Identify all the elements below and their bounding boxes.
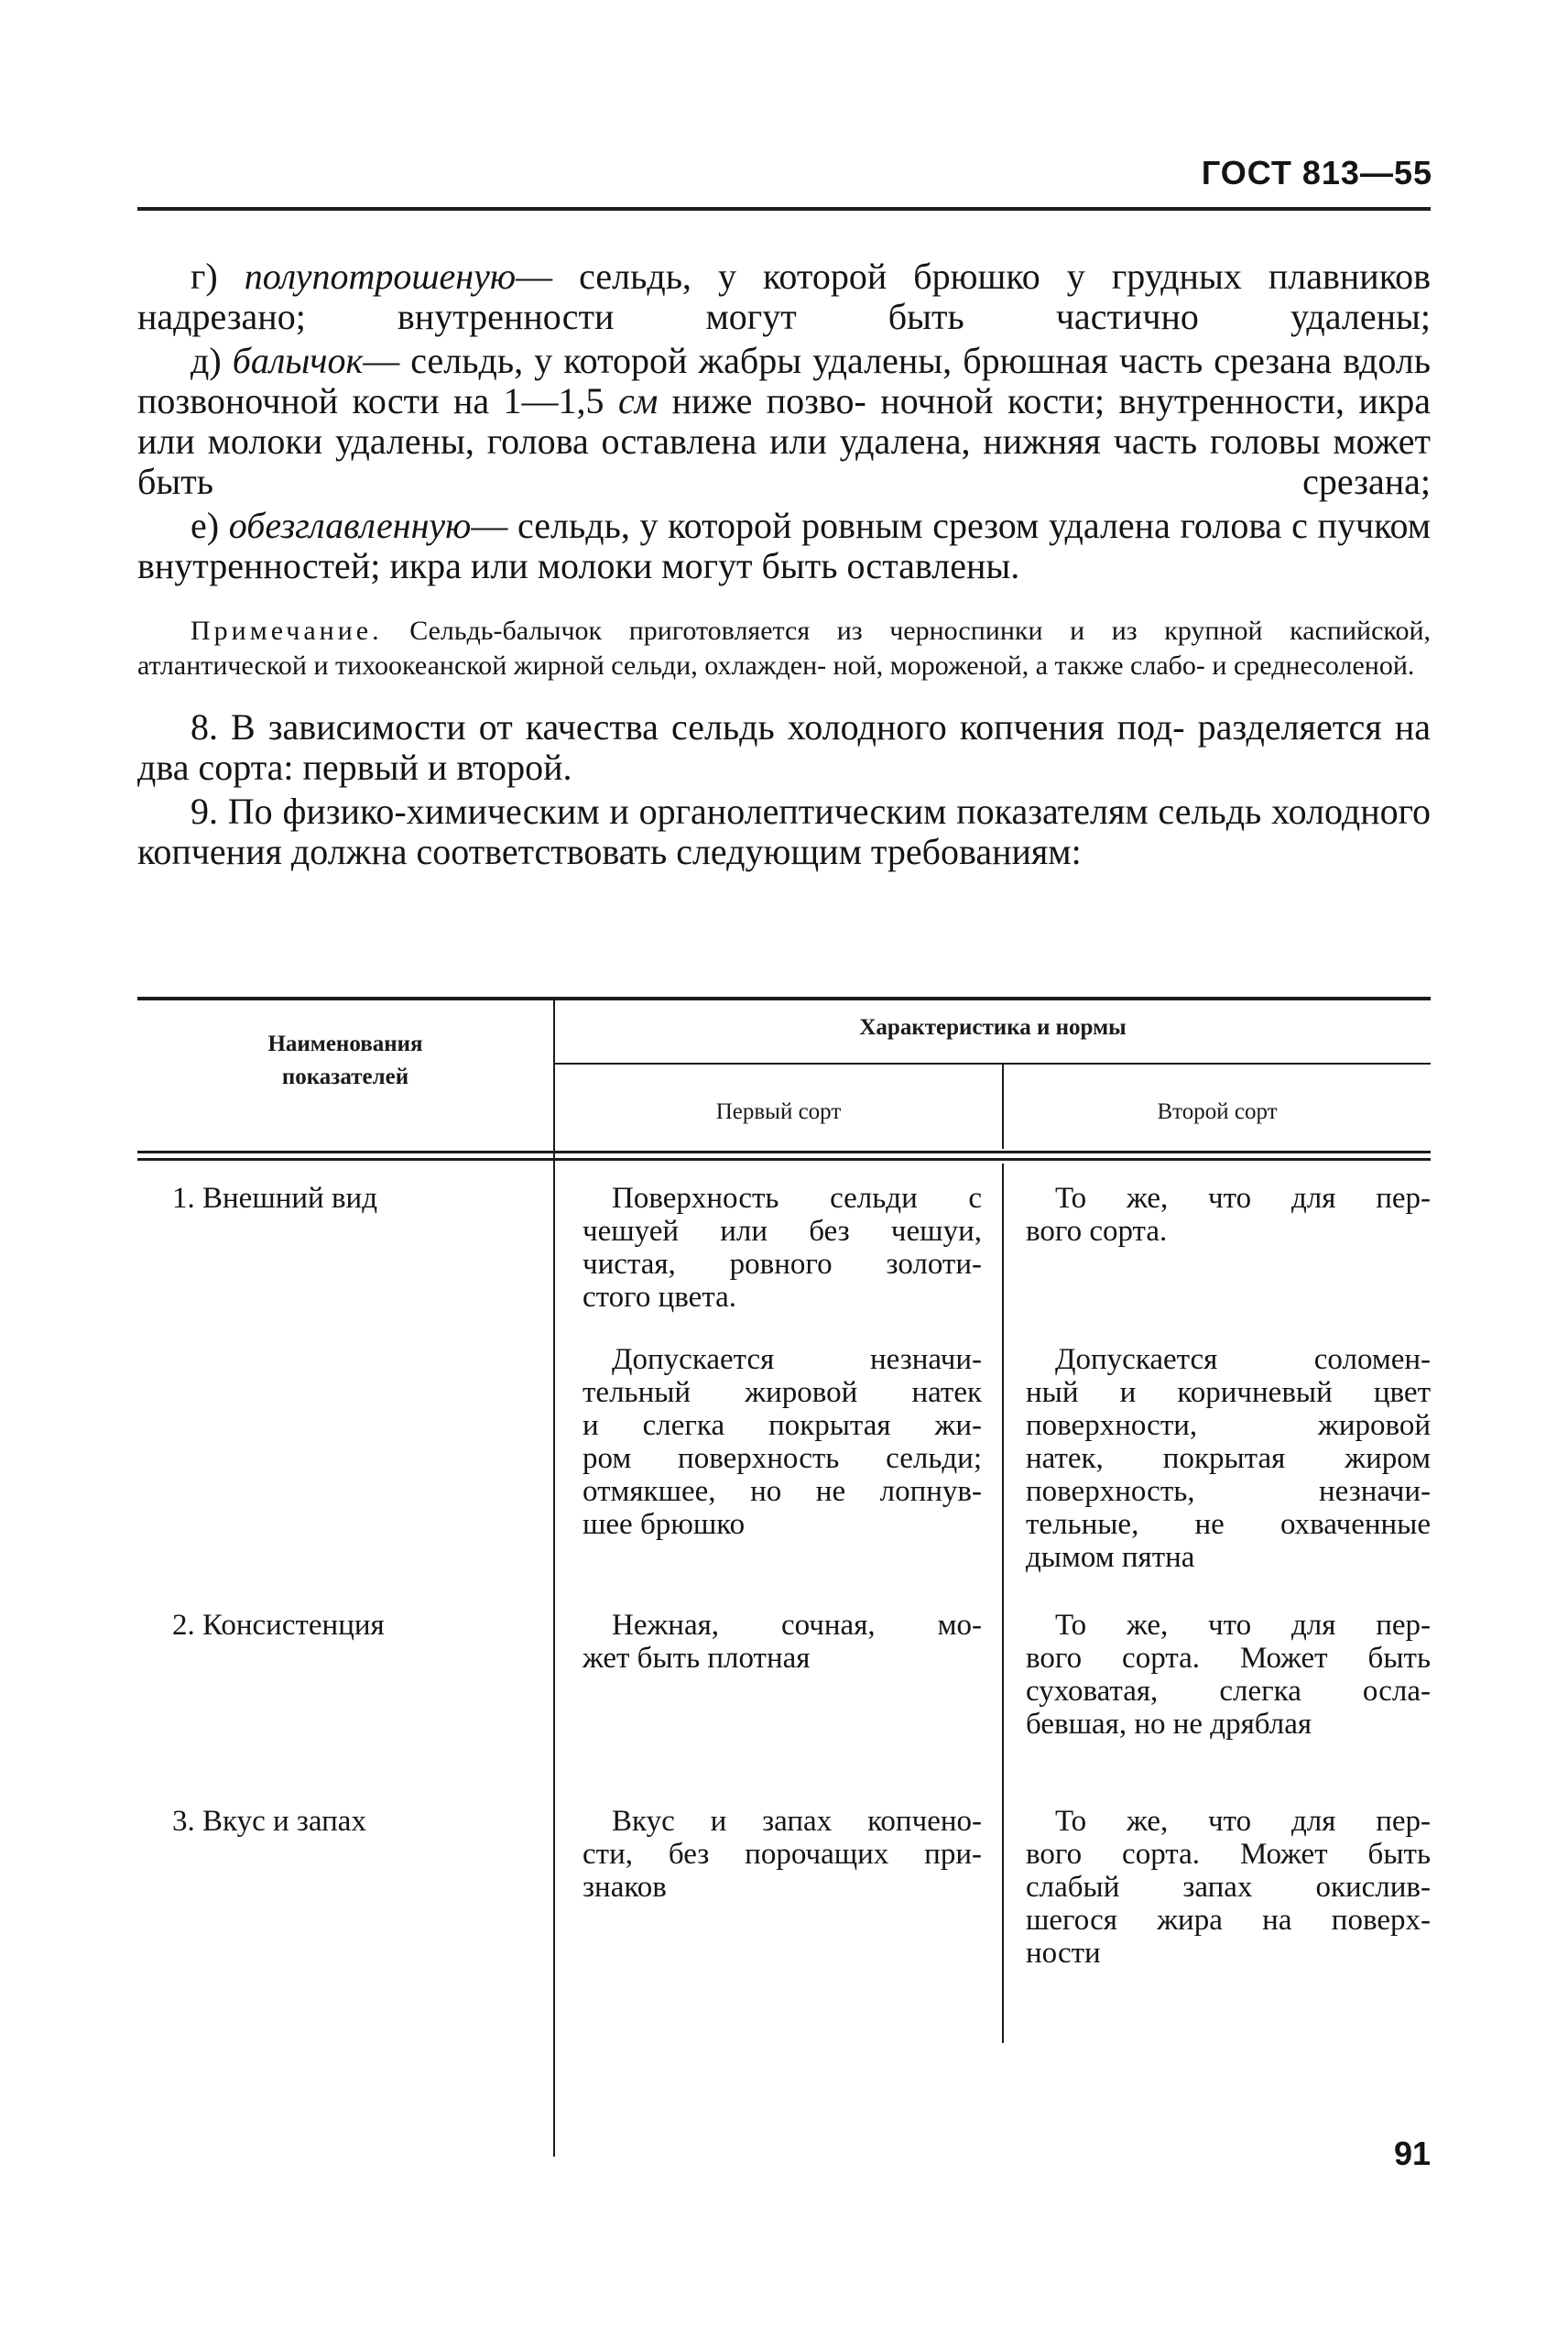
- note-label: Примечание.: [191, 616, 383, 646]
- clause-9: [137, 792, 1431, 872]
- cell-line: стого цвета.: [583, 1281, 737, 1314]
- cell-line: слабый запах окислив-: [1026, 1871, 1431, 1904]
- term: обезглавленную: [228, 505, 472, 546]
- cell-line: шее брюшко: [583, 1508, 746, 1541]
- text-line: — сельдь, у которой брюшко у грудных: [516, 256, 1242, 297]
- item-letter: г): [191, 256, 218, 297]
- note: [137, 614, 1431, 683]
- paragraph-d: [137, 341, 1431, 502]
- cell-line: сти, без порочащих при-: [583, 1838, 982, 1871]
- clause-8: [137, 707, 1431, 788]
- page-number: 91: [1393, 2135, 1431, 2172]
- text-line: оставлены.: [846, 545, 1020, 586]
- note-text: крупной каспийской, атлантической и тихоокеанской жирной сельди, охлажден-: [137, 616, 1432, 681]
- text-line: ночной кости; внутренности, икра или молоки удалены, голова: [137, 380, 1432, 462]
- cell-line: То же, что для пер-: [1055, 1609, 1431, 1642]
- term: полупотрошеную: [244, 256, 517, 297]
- cell-line: вого сорта. Может быть: [1026, 1642, 1431, 1675]
- text-line: сельдь холодного копчения должна соответствовать следующим: [137, 791, 1432, 872]
- col-header-group: Характеристика и нормы: [859, 1015, 1127, 1040]
- cell-line: бевшая, но не дряблая: [1026, 1708, 1312, 1741]
- cell-line: Поверхность сельди с: [612, 1182, 982, 1215]
- text-line: разделяется на два сорта: первый и второй.: [137, 706, 1432, 788]
- text-line: требованиям:: [870, 831, 1082, 872]
- text-line: часть срезана вдоль позвоночной кости на 1—1,5: [137, 340, 1432, 421]
- table-cell: [1026, 1609, 1431, 1741]
- cell-line: То же, что для пер-: [1055, 1805, 1431, 1838]
- row-label: 2. Консистенция: [172, 1609, 385, 1642]
- col-header-indicators: [137, 1028, 553, 1094]
- text-line: — сельдь, у которой ровным срезом удалена: [471, 505, 1171, 546]
- note-text: ной, мороженой, а также слабо- и среднесоленой.: [833, 650, 1415, 681]
- cell-line: тельный жировой натек: [583, 1376, 982, 1409]
- cell-line: ный и коричневый цвет: [1026, 1376, 1431, 1409]
- body-text: [137, 257, 1431, 876]
- document-code: ГОСТ 813—55: [1201, 154, 1432, 191]
- row-label: 3. Вкус и запах: [172, 1805, 366, 1838]
- cell-line: натек, покрытая жиром: [1026, 1442, 1431, 1475]
- cell-line: дымом пятна: [1026, 1541, 1195, 1574]
- header-line: показателей: [281, 1065, 409, 1089]
- text-line: оставлена или удалена, нижняя часть головы может быть срезана;: [137, 421, 1432, 502]
- cell-line: жет быть плотная: [583, 1642, 811, 1675]
- text-line: ниже позво-: [671, 380, 866, 421]
- cell-line: Нежная, сочная, мо-: [612, 1609, 982, 1642]
- cell-line: Допускается соломен-: [1055, 1343, 1431, 1376]
- cell-line: поверхности, жировой: [1026, 1409, 1431, 1442]
- cell-line: чистая, ровного золоти-: [583, 1248, 982, 1281]
- text-line: — сельдь, у которой жабры удалены, брюшная: [363, 340, 1108, 381]
- cell-line: тельные, не охваченные: [1026, 1508, 1431, 1541]
- col-header-second-grade: Второй сорт: [1157, 1099, 1278, 1124]
- text-line: 9. По физико-химическим и органолептическим показателям: [191, 791, 1149, 832]
- table-cell: [583, 1182, 982, 1314]
- header-rule: [137, 207, 1431, 211]
- cell-line: ности: [1026, 1937, 1101, 1970]
- row-label: 1. Внешний вид: [172, 1182, 377, 1215]
- cell-line: чешуей или без чешуи,: [583, 1215, 982, 1248]
- table-cell: [583, 1343, 982, 1541]
- cell-line: суховатая, слегка осла-: [1026, 1675, 1431, 1708]
- cell-line: Допускается незначи-: [612, 1343, 982, 1376]
- cell-line: То же, что для пер-: [1055, 1182, 1431, 1215]
- cell-line: шегося жира на поверх-: [1026, 1904, 1431, 1937]
- cell-line: вого сорта.: [1026, 1215, 1168, 1248]
- cell-line: ром поверхность сельди;: [583, 1442, 982, 1475]
- cell-line: знаков: [583, 1871, 667, 1904]
- text-line: голова с пучком внутренностей; икра или молоки могут быть: [137, 505, 1432, 586]
- table-cell: [583, 1805, 982, 1904]
- table-cell: [1026, 1343, 1431, 1574]
- col-header-first-grade: Первый сорт: [715, 1099, 842, 1124]
- item-letter: е): [191, 505, 220, 546]
- table-header-rule: [137, 1151, 1431, 1153]
- table-group-rule: [555, 1063, 1431, 1065]
- cell-line: поверхность, незначи-: [1026, 1475, 1431, 1508]
- text-line: 8. В зависимости от качества сельдь холодного копчения под-: [191, 706, 1185, 748]
- note-text: Сельдь-балычок приготовляется из черноспинки и из: [409, 616, 1138, 646]
- cell-line: вого сорта. Может быть: [1026, 1838, 1431, 1871]
- table-cell: [583, 1609, 982, 1675]
- paragraph-e: [137, 506, 1431, 586]
- term: балычок: [232, 340, 364, 381]
- paragraph-g: [137, 257, 1431, 337]
- table-top-rule: [137, 997, 1431, 1000]
- table-column-divider: [1002, 1164, 1004, 2043]
- cell-line: отмякшее, но не лопнув-: [583, 1475, 982, 1508]
- item-letter: д): [191, 340, 222, 381]
- text-line: плавников надрезано; внутренности могут быть частично удалены;: [137, 256, 1431, 337]
- table-column-divider: [553, 1000, 555, 2157]
- header-line: Наименования: [267, 1032, 423, 1056]
- table-cell: [1026, 1182, 1431, 1248]
- unit: см: [617, 380, 659, 421]
- cell-line: Вкус и запах копчено-: [612, 1805, 982, 1838]
- cell-line: и слегка покрытая жи-: [583, 1409, 982, 1442]
- table-header-rule: [137, 1158, 1431, 1161]
- table-cell: [1026, 1805, 1431, 1970]
